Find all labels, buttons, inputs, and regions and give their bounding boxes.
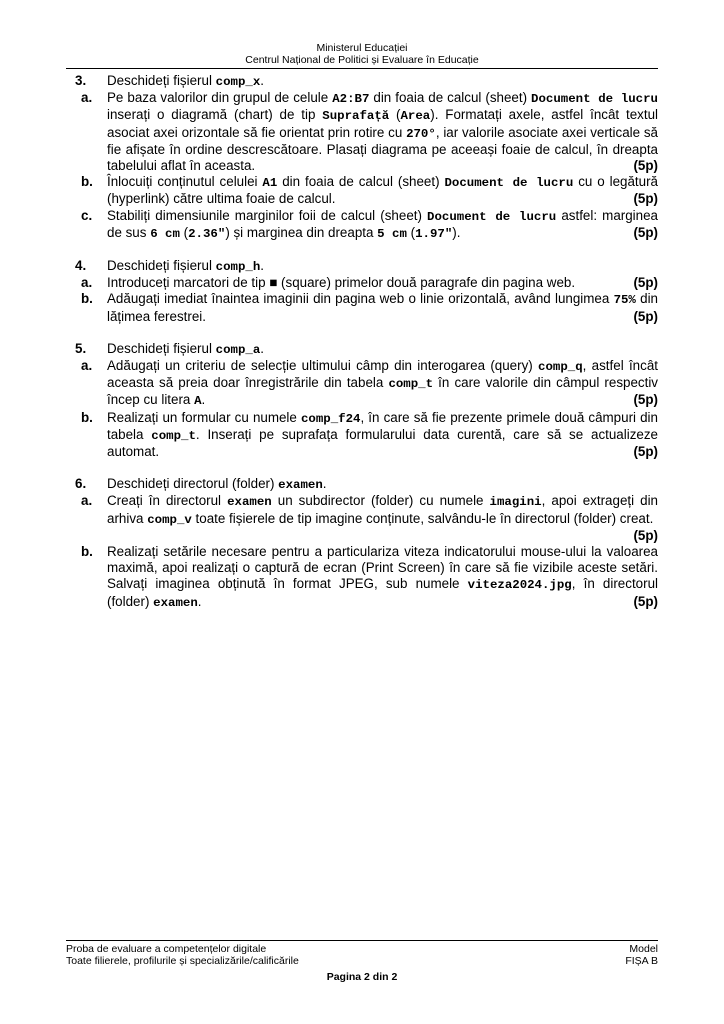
subquestion-4b: b. Adăugați imediat înaintea imaginii din pagina web o linie orizontală, având lungimea 75% din lățimea ferestrei. (5p) [81,291,658,324]
question-5 [66,341,658,460]
question-6 [66,476,658,611]
subquestion-5a: a. Adăugați un criteriu de selecție ultimului câmp din interogarea (query) comp_q, astfel încât aceasta să preia doar înregistrările din tabela comp_t în care valorile din câmpul respectiv încep cu litera A. (5p) [81,358,658,409]
subquestion-3a: a. Pe baza valorilor din grupul de celule A2:B7 din foaia de calcul (sheet) Document de lucru inserați o diagramă (chart) de tip Suprafață (Area). Formatați axele, astfel încât textul asociat axei orizontale să fie orientat prin rotire cu 270°, iar valorile asociate axei verticale să fie afișate în ordine descrescătoare. Plasați diagrama pe aceeași foaie de calcul, în dreapta tabelului aflat în aceasta. (5p) [81,90,658,174]
footer-audience: Toate filierele, profilurile și specializările/calificările [66,955,299,967]
footer-exam-name: Proba de evaluare a competențelor digitale [66,943,267,955]
document-body [66,73,658,627]
question-number: 6. [75,476,87,492]
question-intro: Deschideți fișierul comp_h. [107,258,265,275]
question-3 [66,73,658,242]
subquestion-6b: b. Realizați setările necesare pentru a particulariza viteza indicatorului mouse-ului la valoarea maximă, apoi realizați o captură de ecran (Print Screen) în care să fie vizibile aceste setări. Salvați imaginea obținută în format JPEG, sub numele viteza2024.jpg, în directorul (folder) examen. (5p) [81,544,658,610]
header-center: Centrul Național de Politici și Evaluare în Educație [245,54,479,66]
points: (5p) [633,593,658,609]
question-intro: Deschideți directorul (folder) examen. [107,476,327,493]
footer-model: Model [629,943,658,955]
question-4 [66,258,658,325]
header-divider [66,68,658,69]
points: (5p) [633,224,658,240]
subquestion-5b: b. Realizați un formular cu numele comp_f24, în care să fie prezente primele două câmpuri din tabela comp_t. Inserați pe suprafața formularului data curentă, care să se actualizeze automat. (5p) [81,409,658,460]
points: (5p) [633,191,658,207]
page-header [0,42,724,66]
question-number: 3. [75,73,87,88]
points: (5p) [633,392,658,408]
subquestion-3b: b. Înlocuiți conținutul celulei A1 din foaia de calcul (sheet) Document de lucru cu o legătură (hyperlink) către ultima foaie de calcul. (5p) [81,174,658,207]
question-intro: Deschideți fișierul comp_a. [107,340,265,357]
question-number: 5. [75,340,87,356]
subquestion-3c: c. Stabiliți dimensiunile marginilor foii de calcul (sheet) Document de lucru astfel: marginea de sus 6 cm (2.36″) și marginea din dreapta 5 cm (1.97″). (5p) [81,207,658,241]
points: (5p) [633,275,658,291]
question-number: 4. [75,258,87,274]
points: (5p) [633,158,658,174]
page-number: Pagina 2 din 2 [326,971,398,983]
footer-divider [66,940,658,941]
footer-sheet: FIȘA B [625,955,658,967]
subquestion-6a: a. Creați în directorul examen un subdirector (folder) cu numele imagini, apoi extrageți din arhiva comp_v toate fișierele de tip imagine conținute, salvându-le în directorul (folder) creat. (5p) [81,493,658,543]
points: (5p) [633,527,658,543]
question-intro: Deschideți fișierul comp_x. [107,73,265,89]
subquestion-4a: a. Introduceți marcatori de tip ■ (square) primelor două paragrafe din pagina web. (5p) [81,275,658,291]
points: (5p) [633,308,658,324]
points: (5p) [633,444,658,460]
header-ministry: Ministerul Educației [316,42,408,54]
